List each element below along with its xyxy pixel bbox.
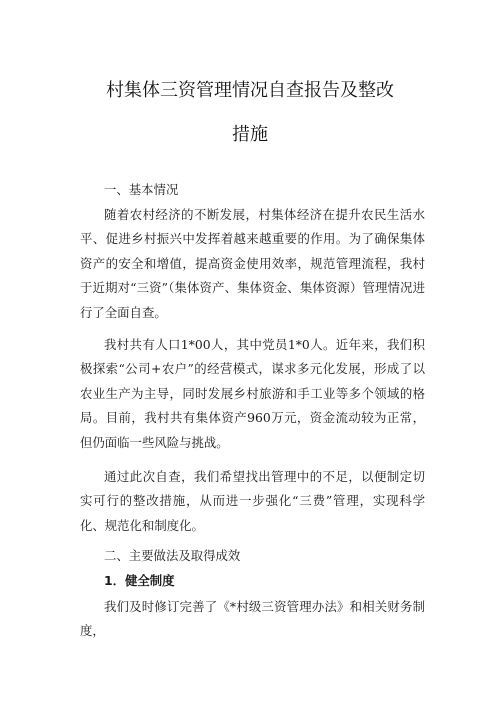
section1-heading: 一、基本情况 <box>104 182 179 197</box>
paragraph-village-overview: 我村共有人口1*00人，其中党员1*0人。近年来，我们积极探索“公司+农户”的经营模式，谋求多元化发展，形成了以农业生产为主导，同时发展乡村旅游和手工业等多个领域的格局。目前，我村共有集体资产960万元，资金流动较为正常，但仍面临一些风险与挑战。 <box>80 337 425 450</box>
paragraph-system-building: 我们及时修订完善了《*村级三资管理办法》和相关财务制度， <box>80 599 425 639</box>
paragraph-self-inspection-purpose: 通过此次自查，我们希望找出管理中的不足，以便制定切实可行的整改措施，从而进一步强化“三费”管理，实现科学化、规范化和制度化。 <box>80 469 425 533</box>
document-title-line1: 村集体三资管理情况自查报告及整改 <box>106 80 394 101</box>
paragraph-basic-situation: 随着农村经济的不断发展，村集体经济在提升农民生活水平、促进乡村振兴中发挥着越来越重要的作用。为了确保集体资产的安全和增值，提高资金使用效率，规范管理流程，我村于近期对“三资”（集体资产、集体资金、集体资源）管理情况进行了全面自查。 <box>80 207 425 320</box>
subsection1-heading: 1．健全制度 <box>104 573 175 588</box>
section2-heading: 二、主要做法及取得成效 <box>104 548 241 563</box>
document-title-line2: 措施 <box>232 124 268 145</box>
